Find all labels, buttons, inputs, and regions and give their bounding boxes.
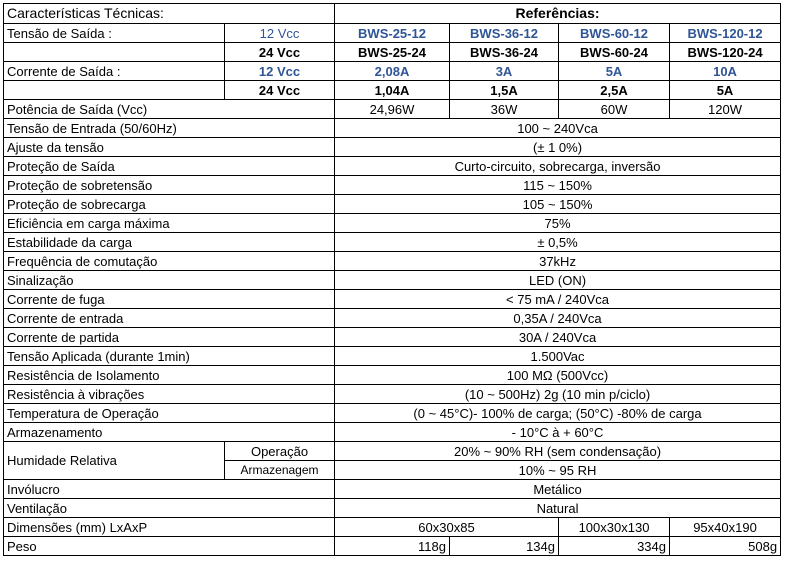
spec-value: 115 ~ 150% xyxy=(335,176,781,195)
model-12-25: BWS-25-12 xyxy=(335,24,450,43)
spec-value: (0 ~ 45°C)- 100% de carga; (50°C) -80% de carga xyxy=(335,404,781,423)
spec-value: 0,35A / 240Vca xyxy=(335,309,781,328)
spec-row xyxy=(4,271,781,290)
humidity-storage-value: 10% ~ 95 RH xyxy=(335,461,781,480)
empty-cell xyxy=(4,43,225,62)
spec-value: - 10°C à + 60°C xyxy=(335,423,781,442)
weight-120: 508g xyxy=(670,537,781,556)
weight-row xyxy=(4,537,781,556)
housing-label: Invólucro xyxy=(4,480,335,499)
model-24-36: BWS-36-24 xyxy=(450,43,559,62)
ventilation-row xyxy=(4,499,781,518)
power-row xyxy=(4,100,781,119)
spec-row xyxy=(4,157,781,176)
spec-label: Corrente de entrada xyxy=(4,309,335,328)
spec-row xyxy=(4,233,781,252)
model-12-36: BWS-36-12 xyxy=(450,24,559,43)
spec-label: Temperatura de Operação xyxy=(4,404,335,423)
weight-60: 334g xyxy=(559,537,670,556)
spec-row xyxy=(4,385,781,404)
spec-label: Eficiência em carga máxima xyxy=(4,214,335,233)
humidity-operation-value: 20% ~ 90% RH (sem condensação) xyxy=(335,442,781,461)
power-60: 60W xyxy=(559,100,670,119)
dimensions-small: 60x30x85 xyxy=(335,518,559,537)
spec-value: Curto-circuito, sobrecarga, inversão xyxy=(335,157,781,176)
spec-label: Tensão Aplicada (durante 1min) xyxy=(4,347,335,366)
spec-value: (10 ~ 500Hz) 2g (10 min p/ciclo) xyxy=(335,385,781,404)
current-24-25: 1,04A xyxy=(335,81,450,100)
spec-label: Sinalização xyxy=(4,271,335,290)
humidity-storage-label: Armazenagem xyxy=(225,461,335,480)
weight-25: 118g xyxy=(335,537,450,556)
spec-value: 30A / 240Vca xyxy=(335,328,781,347)
spec-value: 100 MΩ (500Vcc) xyxy=(335,366,781,385)
spec-row xyxy=(4,252,781,271)
spec-row xyxy=(4,119,781,138)
output-current-row-24 xyxy=(4,81,781,100)
spec-row xyxy=(4,309,781,328)
dimensions-label: Dimensões (mm) LxAxP xyxy=(4,518,335,537)
spec-row xyxy=(4,138,781,157)
voltage-12-label: 12 Vcc xyxy=(225,24,335,43)
dimensions-medium: 100x30x130 xyxy=(559,518,670,537)
spec-row xyxy=(4,214,781,233)
current-12-36: 3A xyxy=(450,62,559,81)
weight-36: 134g xyxy=(450,537,559,556)
power-25: 24,96W xyxy=(335,100,450,119)
model-24-60: BWS-60-24 xyxy=(559,43,670,62)
spec-row xyxy=(4,195,781,214)
model-12-60: BWS-60-12 xyxy=(559,24,670,43)
current-24-36: 1,5A xyxy=(450,81,559,100)
humidity-label: Humidade Relativa xyxy=(4,442,225,480)
spec-value: 75% xyxy=(335,214,781,233)
spec-table xyxy=(3,3,781,556)
output-current-row-12 xyxy=(4,62,781,81)
spec-value: ± 0,5% xyxy=(335,233,781,252)
spec-value: 100 ~ 240Vca xyxy=(335,119,781,138)
spec-value: LED (ON) xyxy=(335,271,781,290)
spec-label: Resistência de Isolamento xyxy=(4,366,335,385)
spec-label: Corrente de partida xyxy=(4,328,335,347)
spec-label: Resistência à vibrações xyxy=(4,385,335,404)
spec-label: Proteção de sobretensão xyxy=(4,176,335,195)
spec-label: Tensão de Entrada (50/60Hz) xyxy=(4,119,335,138)
spec-row xyxy=(4,423,781,442)
header-row xyxy=(4,4,781,24)
housing-value: Metálico xyxy=(335,480,781,499)
spec-label: Corrente de fuga xyxy=(4,290,335,309)
dimensions-row xyxy=(4,518,781,537)
power-36: 36W xyxy=(450,100,559,119)
spec-row xyxy=(4,290,781,309)
spec-label: Proteção de sobrecarga xyxy=(4,195,335,214)
spec-row xyxy=(4,347,781,366)
power-120: 120W xyxy=(670,100,781,119)
power-label: Potência de Saída (Vcc) xyxy=(4,100,335,119)
spec-row xyxy=(4,404,781,423)
spec-value: (± 1 0%) xyxy=(335,138,781,157)
model-24-25: BWS-25-24 xyxy=(335,43,450,62)
weight-label: Peso xyxy=(4,537,335,556)
spec-row xyxy=(4,366,781,385)
empty-cell xyxy=(4,81,225,100)
output-voltage-label: Tensão de Saída : xyxy=(4,24,225,43)
model-24-120: BWS-120-24 xyxy=(670,43,781,62)
current-voltage-24-label: 24 Vcc xyxy=(225,81,335,100)
current-voltage-12-label: 12 Vcc xyxy=(225,62,335,81)
humidity-operation-label: Operação xyxy=(225,442,335,461)
dimensions-large: 95x40x190 xyxy=(670,518,781,537)
output-voltage-row-12 xyxy=(4,24,781,43)
spec-label: Frequência de comutação xyxy=(4,252,335,271)
spec-row xyxy=(4,328,781,347)
voltage-24-label: 24 Vcc xyxy=(225,43,335,62)
ventilation-value: Natural xyxy=(335,499,781,518)
spec-value: 1.500Vac xyxy=(335,347,781,366)
output-voltage-row-24 xyxy=(4,43,781,62)
model-12-120: BWS-120-12 xyxy=(670,24,781,43)
ventilation-label: Ventilação xyxy=(4,499,335,518)
spec-value: 105 ~ 150% xyxy=(335,195,781,214)
spec-label: Estabilidade da carga xyxy=(4,233,335,252)
spec-label: Ajuste da tensão xyxy=(4,138,335,157)
spec-label: Armazenamento xyxy=(4,423,335,442)
table-title: Características Técnicas: xyxy=(4,4,335,24)
current-24-120: 5A xyxy=(670,81,781,100)
references-heading: Referências: xyxy=(335,4,781,24)
spec-label: Proteção de Saída xyxy=(4,157,335,176)
current-12-60: 5A xyxy=(559,62,670,81)
spec-row xyxy=(4,176,781,195)
output-current-label: Corrente de Saída : xyxy=(4,62,225,81)
housing-row xyxy=(4,480,781,499)
current-24-60: 2,5A xyxy=(559,81,670,100)
spec-value: 37kHz xyxy=(335,252,781,271)
spec-value: < 75 mA / 240Vca xyxy=(335,290,781,309)
current-12-120: 10A xyxy=(670,62,781,81)
current-12-25: 2,08A xyxy=(335,62,450,81)
humidity-operation-row xyxy=(4,442,781,461)
